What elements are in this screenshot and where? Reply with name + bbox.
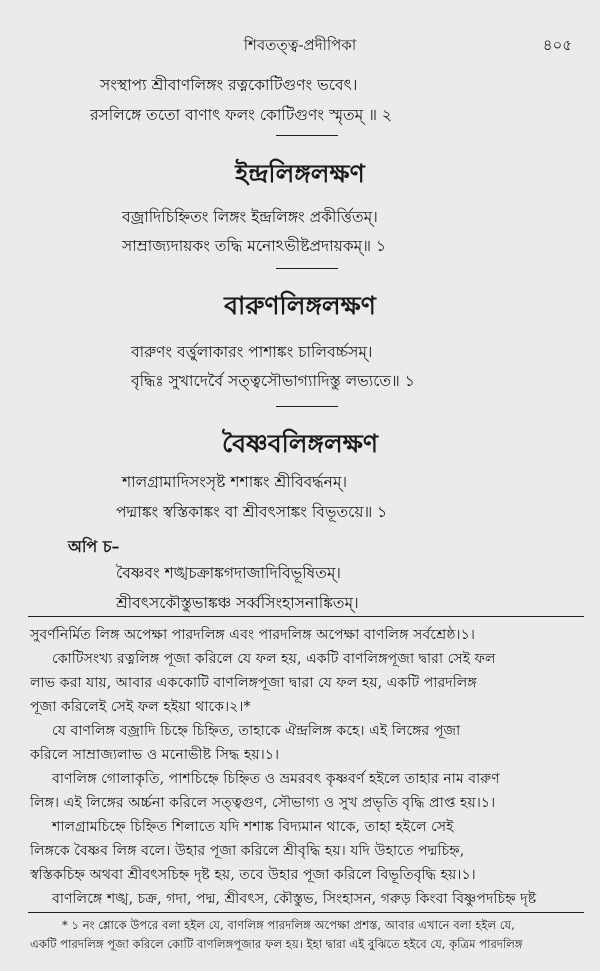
footnote-line: একটি পারদলিঙ্গ পূজা করিলে কোটি বাণলিঙ্গপূজার ফল হয়। ইহা দ্বারা এই বুঝিতে হইবে যে, কৃত্রিম পারদলিঙ্গ: [30, 937, 523, 951]
commentary-line: কোটিসংখ্য রত্নলিঙ্গ পূজা করিলে যে ফল হয়, একটি বাণলিঙ্গপূজা দ্বারা সেই ফল: [52, 651, 496, 667]
commentary-line: সুবর্ণনির্মিত লিঙ্গ অপেক্ষা পারদলিঙ্গ এবং পারদলিঙ্গ অপেক্ষা বাণলিঙ্গ সর্বশ্রেষ্ঠ।১।: [30, 627, 475, 643]
commentary-line: পূজা করিলেই সেই ফল হইয়া থাকে।২।*: [30, 699, 251, 715]
verse-line: শ্রীবৎসকৌস্তুভাঙ্কঞ্চ সর্ব্বসিংহাসনাঙ্কিতম্।: [116, 594, 359, 612]
section-heading-indra: ইন্দ্রলিঙ্গলক্ষণ: [235, 159, 365, 188]
commentary-line: স্বস্তিকচিহ্ন অথবা শ্রীবৎসচিহ্ন দৃষ্ট হয়, তবে উহার পূজা করিলে বিভূতিবৃদ্ধি হয়।১।: [30, 867, 476, 883]
footnote-line: * ১ নং শ্লোকে উপরে বলা হইল যে, বাণলিঙ্গ পারদলিঙ্গ অপেক্ষা প্রশস্ত, আবার এখানে বলা হইল যে,: [62, 918, 515, 932]
section-rule: [276, 406, 338, 407]
verse-line: বারুণং বর্ত্তুলাকারং পাশাঙ্কং চালিবর্চ্চসম্।: [131, 343, 373, 361]
verse-line: সংস্থাপ্য শ্রীবাণলিঙ্গং রত্নকোটিগুণং ভবেৎ।: [100, 76, 358, 94]
commentary-line: বাণলিঙ্গে শঙ্খ, চক্র, গদা, পদ্ম, শ্রীবৎস, কৌস্তুভ, সিংহাসন, গরুড় কিংবা বিষ্ণুপদচিহ্ন দৃষ্ট: [52, 891, 537, 907]
verse-line: সাম্রাজ্যদায়কং তদ্ধি মনোঽভীষ্টপ্রদায়কম্॥ ১: [122, 237, 387, 255]
commentary-line: লিঙ্গকে বৈষ্ণব লিঙ্গ বলে। উহার পূজা করিলে শ্রীবৃদ্ধি হয়। যদি উহাতে পদ্মচিহ্ন,: [30, 843, 465, 859]
verse-line: রসলিঙ্গে ততো বাণাৎ ফলং কোটিগুণং স্মৃতম্ ॥ ২: [90, 106, 392, 124]
commentary-line: লিঙ্গ। এই লিঙ্গের অর্চ্চনা করিলে সত্ত্বগুণ, সৌভাগ্য ও সুখ প্রভৃতি বৃদ্ধি প্রাপ্ত হয়।১।: [30, 795, 496, 811]
section-rule: [276, 268, 338, 269]
commentary-divider: [28, 616, 584, 617]
footnote-divider: [28, 912, 584, 913]
verse-line: বৈষ্ণবং শঙ্খচক্রাঙ্কগদাজাদিবিভূষিতম্।: [116, 564, 341, 582]
commentary-line: লাভ করা যায়, আবার এককোটি বাণলিঙ্গপূজা দ্বারা যে ফল হয়, একটি পারদলিঙ্গ: [30, 675, 477, 691]
api-cha-label: অপি চ–: [68, 537, 120, 556]
verse-line: বজ্রাদিচিহ্নিতং লিঙ্গং ইন্দ্রলিঙ্গং প্রকীর্ত্তিতম্।: [122, 208, 378, 226]
section-heading-varun: বারুণলিঙ্গলক্ষণ: [224, 291, 376, 320]
verse-line: পদ্মাঙ্কং স্বস্তিকাঙ্কং বা শ্রীবৎসাঙ্কং বিভূতয়ে॥ ১: [116, 503, 388, 521]
header-title: শিবতত্ত্ব-প্রদীপিকা: [243, 36, 357, 54]
commentary-line: বাণলিঙ্গ গোলাকৃতি, পাশচিহ্নে চিহ্নিত ও ভ্রমরবৎ কৃষ্ণবর্ণ হইলে তাহার নাম বারুণ: [52, 771, 500, 787]
page-number: ৪০৫: [542, 36, 572, 54]
verse-line: শালগ্রামাদিসংসৃষ্ট শশাঙ্কং শ্রীবিবর্দ্ধনম্।: [122, 473, 348, 491]
section-rule: [276, 135, 338, 136]
section-heading-vaishnav: বৈষ্ণবলিঙ্গলক্ষণ: [221, 429, 378, 458]
commentary-line: করিলে সাম্রাজ্যলাভ ও মনোভীষ্ট সিদ্ধ হয়।১।: [30, 747, 280, 763]
commentary-line: শালগ্রামচিহ্নে চিহ্নিত শিলাতে যদি শশাঙ্ক বিদ্যমান থাকে, তাহা হইলে সেই: [52, 819, 454, 835]
running-header: [0, 34, 600, 56]
verse-line: বৃদ্ধিঃ সুখাদের্বৈ সত্ত্বসৌভাগ্যাদিস্তু লভ্যতে॥ ১: [131, 372, 415, 390]
commentary-line: যে বাণলিঙ্গ বজ্রাদি চিহ্নে চিহ্নিত, তাহাকে ঐন্দ্রলিঙ্গ কহে। এই লিঙ্গের পূজা: [52, 723, 461, 739]
